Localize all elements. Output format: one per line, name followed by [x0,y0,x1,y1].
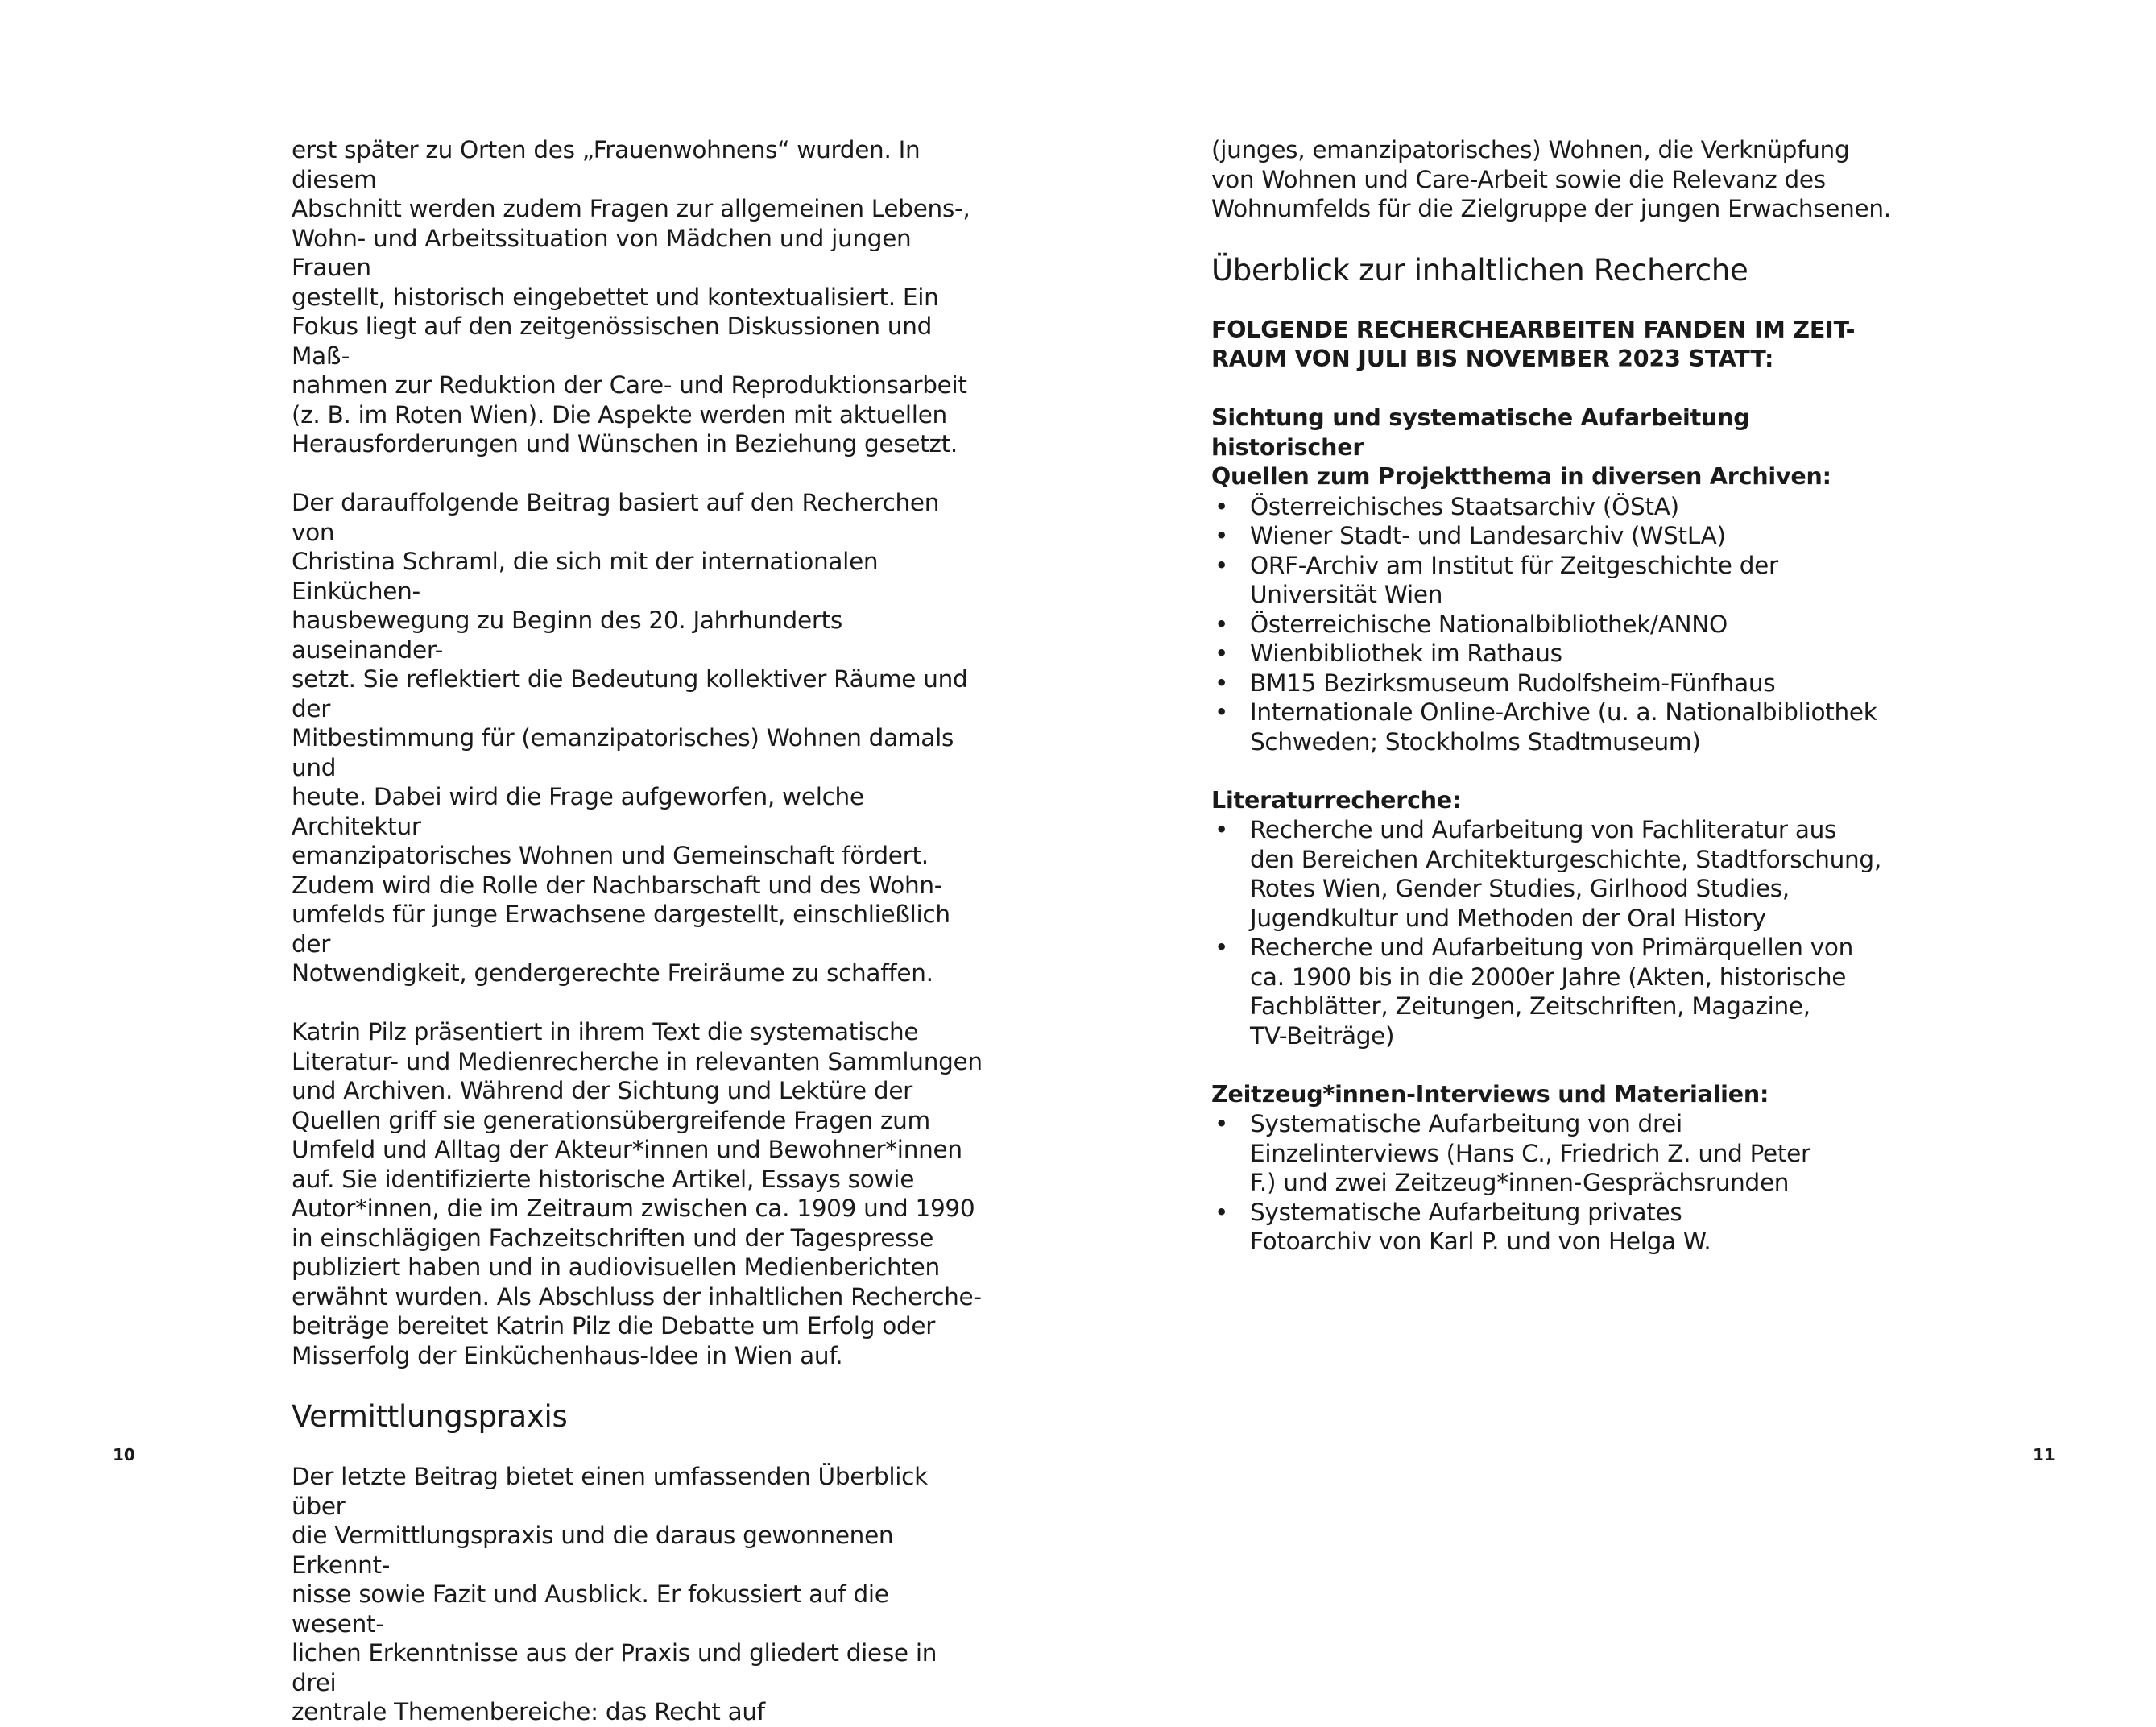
page-number-left: 10 [113,1445,135,1464]
bullet-icon: • [1215,610,1229,638]
list-item: • BM15 Bezirksmuseum Rudolfsheim-Fünfhaus [1215,669,1776,697]
body-paragraph: Katrin Pilz präsentiert in ihrem Text die systematische Literatur- und Medienrecherche in relevanten Sammlungen und Archiven. Während der Sichtung und Lektüre der Quellen griff sie generationsübergreifende Fragen zum Umfeld und Alltag der Akteur*innen und Bewohner*innen auf. Sie identifizierte historische Artikel, Essays sowie Autor*innen, die im Zeitraum zwischen ca. 1909 und 1990 in einschlägigen Fachzeitschriften und der Tagespresse publiziert haben und in audiovisuellen Medienberichten erwähnt wurden. Als Abschluss der inhaltlichen Recherche- beiträge bereitet Katrin Pilz die Debatte um Erfolg oder Misserfolg der Einküchenhaus-Idee in Wien auf. [292,1018,983,1369]
page-number-right: 11 [2033,1445,2055,1464]
list-item: • Recherche und Aufarbeitung von Fachliteratur aus den Bereichen Architekturgeschichte, Stadtforschung, Rotes Wien, Gender Studies, Girlhood Studies, Jugendkultur und Methoden der Oral History [1215,816,1881,932]
bullet-icon: • [1215,816,1229,843]
list-item: • ORF-Archiv am Institut für Zeitgeschichte der Universität Wien [1215,551,1778,608]
list-item: • Recherche und Aufarbeitung von Primärquellen von ca. 1900 bis in die 2000er Jahre (Akten, historische Fachblätter, Zeitungen, Zeitschriften, Magazine, TV-Beiträge) [1215,934,1853,1050]
section-heading-vermittlungspraxis: Vermittlungspraxis [292,1399,568,1434]
bullet-icon: • [1215,1198,1229,1226]
list-item: • Internationale Online-Archive (u. a. Nationalbibliothek Schweden; Stockholms Stadtmuseum) [1215,698,1877,756]
bullet-icon: • [1215,551,1229,579]
body-paragraph: erst später zu Orten des „Frauenwohnens“ wurden. In diesem Abschnitt werden zudem Fragen zur allgemeinen Lebens-, Wohn- und Arbeitssituation von Mädchen und jungen Frauen gestellt, historisch eingebettet und kontextualisiert. Ein Fokus liegt auf den zeitgenössischen Diskussionen und Maß- nahmen zur Reduktion der Care- und Reproduktionsarbeit (z. B. im Roten Wien). Die Aspekte werden mit aktuellen Herausforderungen und Wünschen in Beziehung gesetzt. [292,136,970,458]
bullet-icon: • [1215,934,1229,961]
list-item: • Österreichische Nationalbibliothek/ANNO [1215,610,1728,638]
list-section-title: Sichtung und systematische Aufarbeitung historischer Quellen zum Projektthema in diversen Archiven: [1211,404,1831,490]
body-paragraph: Der darauffolgende Beitrag basiert auf den Recherchen von Christina Schraml, die sich mit der internationalen Einküchen- hausbewegung zu Beginn des 20. Jahrhunderts auseinander- setzt. Sie reflektiert die Bedeutung kollektiver Räume und der Mitbestimmung für (emanzipatorisches) Wohnen damals und heute. Dabei wird die Frage aufgeworfen, welche Architektur emanzipatorisches Wohnen und Gemeinschaft fördert. Zudem wird die Rolle der Nachbarschaft und des Wohn- umfelds für junge Erwachsene dargestellt, einschließlich der Notwendigkeit, gendergerechte Freiräume zu schaffen. [292,489,968,987]
right-page-column [1211,135,1904,1257]
bullet-list [1211,815,1904,1050]
list-section-title: Literaturrecherche: [1211,786,1462,814]
list-item: • Systematische Aufarbeitung von drei Einzelinterviews (Hans C., Friedrich Z. und Peter F.) und zwei Zeitzeug*innen-Gesprächsrunden [1215,1110,1810,1196]
left-page-column [292,135,984,1727]
bullet-icon: • [1215,1110,1229,1137]
bullet-list [1211,1109,1904,1257]
bullet-list [1211,492,1904,757]
list-item: • Wienbibliothek im Rathaus [1215,640,1562,667]
list-item: • Wiener Stadt- und Landesarchiv (WStLA) [1215,522,1726,549]
body-paragraph: (junges, emanzipatorisches) Wohnen, die Verknüpfung von Wohnen und Care-Arbeit sowie die Relevanz des Wohnumfelds für die Zielgruppe der jungen Erwachsenen. [1211,136,1891,222]
bullet-icon: • [1215,492,1229,520]
body-paragraph: Der letzte Beitrag bietet einen umfassenden Überblick über die Vermittlungspraxis und die daraus gewonnenen Erkennt- nisse sowie Fazit und Ausblick. Er fokussiert auf die wesent- lichen Erkenntnisse aus der Praxis und gliedert diese in drei zentrale Themenbereiche: das Recht auf [292,1463,937,1725]
bullet-icon: • [1215,698,1229,726]
list-item: • Systematische Aufarbeitung privates Fotoarchiv von Karl P. und von Helga W. [1215,1198,1711,1255]
bullet-icon: • [1215,669,1229,697]
section-heading-recherche: Überblick zur inhaltlichen Recherche [1211,252,1748,288]
list-section-title: Zeitzeug*innen-Interviews und Materialien: [1211,1080,1769,1108]
list-item: • Österreichisches Staatsarchiv (ÖStA) [1215,492,1679,520]
caps-subheading: FOLGENDE RECHERCHEARBEITEN FANDEN IM ZEIT- RAUM VON JULI BIS NOVEMBER 2023 STATT: [1211,316,1856,372]
bullet-icon: • [1215,640,1229,667]
bullet-icon: • [1215,522,1229,549]
